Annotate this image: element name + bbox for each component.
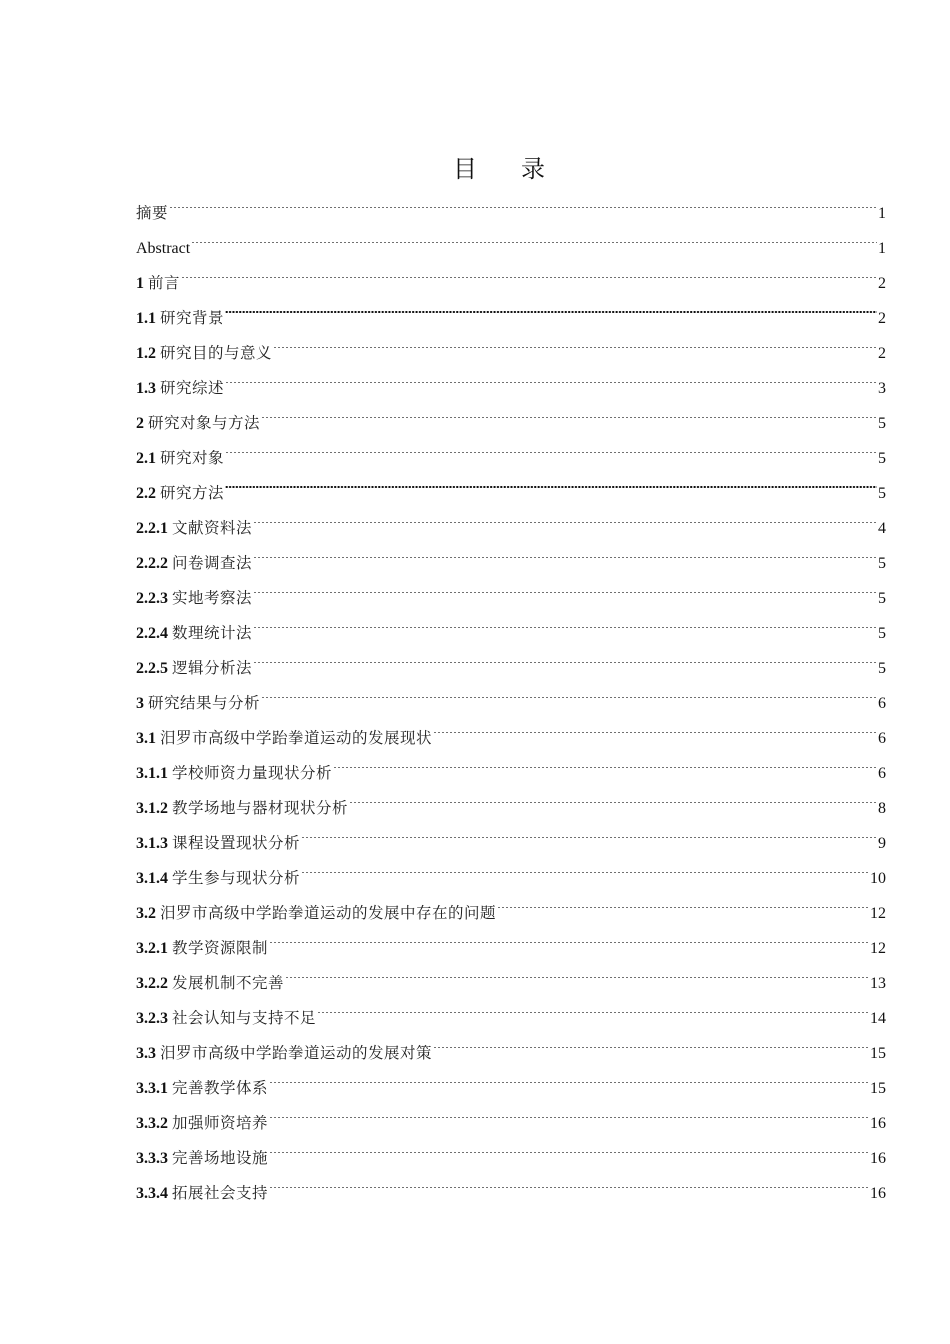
toc-dot-leader bbox=[191, 218, 877, 253]
toc-dot-leader bbox=[333, 743, 877, 778]
toc-dot-leader bbox=[225, 288, 877, 323]
toc-entry-page-number: 15 bbox=[870, 1080, 886, 1097]
toc-entry-number: 3.1.2 bbox=[136, 800, 168, 817]
toc-entry-number: 3.2.1 bbox=[136, 940, 168, 957]
toc-dot-leader bbox=[253, 533, 877, 568]
toc-entry-page-number: 12 bbox=[870, 905, 886, 922]
toc-entry-title: 完善场地设施 bbox=[172, 1149, 269, 1167]
toc-entry-number: 3.2 bbox=[136, 905, 156, 922]
toc-entry-title: 逻辑分析法 bbox=[172, 659, 253, 677]
toc-dot-leader bbox=[285, 953, 869, 988]
toc-dot-leader bbox=[269, 918, 869, 953]
toc-entry-number: 3.1.4 bbox=[136, 870, 168, 887]
toc-entry-number: 3.2.2 bbox=[136, 975, 168, 992]
toc-entry-page-number: 15 bbox=[870, 1045, 886, 1062]
toc-entry-page-number: 16 bbox=[870, 1185, 886, 1202]
toc-entry-number: 3.3 bbox=[136, 1045, 156, 1062]
toc-entry-page-number: 8 bbox=[878, 800, 886, 817]
toc-dot-leader bbox=[301, 848, 869, 883]
toc-entry-number: 3.1.1 bbox=[136, 765, 168, 782]
toc-title bbox=[0, 153, 950, 185]
toc-dot-leader bbox=[169, 183, 877, 218]
toc-entry-number: 1 bbox=[136, 275, 144, 292]
toc-dot-leader bbox=[253, 568, 877, 603]
toc-entry[interactable] bbox=[136, 463, 886, 502]
toc-entry-title: Abstract bbox=[136, 240, 191, 257]
toc-entry[interactable] bbox=[136, 358, 886, 397]
toc-dot-leader bbox=[433, 708, 877, 743]
toc-entry-page-number: 1 bbox=[878, 240, 886, 257]
toc-entry-number: 2.2.2 bbox=[136, 555, 168, 572]
toc-dot-leader bbox=[269, 1128, 869, 1163]
toc-dot-leader bbox=[261, 393, 877, 428]
toc-dot-leader bbox=[225, 428, 877, 463]
toc-entry-title: 课程设置现状分析 bbox=[172, 834, 301, 852]
toc-entry-page-number: 5 bbox=[878, 625, 886, 642]
toc-entry-number: 2.1 bbox=[136, 450, 156, 467]
toc-entry-number: 3.3.1 bbox=[136, 1080, 168, 1097]
toc-entry-page-number: 2 bbox=[878, 345, 886, 362]
toc-entry[interactable] bbox=[136, 428, 886, 467]
toc-entry-title: 前言 bbox=[148, 274, 181, 292]
toc-dot-leader bbox=[497, 883, 869, 918]
toc-dot-leader bbox=[253, 638, 877, 673]
toc-entry-page-number: 14 bbox=[870, 1010, 886, 1027]
toc-entry-number: 3.2.3 bbox=[136, 1010, 168, 1027]
toc-dot-leader bbox=[253, 498, 877, 533]
toc-entry-title: 学生参与现状分析 bbox=[172, 869, 301, 887]
toc-entry-page-number: 5 bbox=[878, 450, 886, 467]
toc-entry-title: 加强师资培养 bbox=[172, 1114, 269, 1132]
toc-entry-title: 问卷调查法 bbox=[172, 554, 253, 572]
toc-entry-number: 2.2.4 bbox=[136, 625, 168, 642]
toc-entry-title: 研究背景 bbox=[160, 309, 225, 327]
toc-entry-title: 研究结果与分析 bbox=[148, 694, 261, 712]
toc-entry-title: 完善教学体系 bbox=[172, 1079, 269, 1097]
toc-entry-page-number: 16 bbox=[870, 1150, 886, 1167]
toc-entry-number: 3 bbox=[136, 695, 144, 712]
toc-entry-number: 3.3.3 bbox=[136, 1150, 168, 1167]
toc-entry-title: 汨罗市高级中学跆拳道运动的发展对策 bbox=[160, 1044, 433, 1062]
toc-entry-page-number: 6 bbox=[878, 765, 886, 782]
toc-entry[interactable] bbox=[136, 393, 886, 432]
toc-dot-leader bbox=[269, 1058, 869, 1093]
toc-entry-number: 3.3.2 bbox=[136, 1115, 168, 1132]
toc-entry-title: 研究综述 bbox=[160, 379, 225, 397]
toc-entry-page-number: 4 bbox=[878, 520, 886, 537]
toc-entry-title: 数理统计法 bbox=[172, 624, 253, 642]
toc-title-char-2: 录 bbox=[521, 155, 545, 183]
toc-dot-leader bbox=[181, 253, 877, 288]
toc-entry-number: 1.2 bbox=[136, 345, 156, 362]
table-of-contents bbox=[136, 183, 886, 1202]
toc-entry-title: 教学资源限制 bbox=[172, 939, 269, 957]
toc-entry-title: 文献资料法 bbox=[172, 519, 253, 537]
toc-entry-title: 摘要 bbox=[136, 204, 169, 222]
toc-entry-page-number: 10 bbox=[870, 870, 886, 887]
toc-dot-leader bbox=[225, 358, 877, 393]
toc-entry-number: 2.2.1 bbox=[136, 520, 168, 537]
toc-entry-title: 学校师资力量现状分析 bbox=[172, 764, 333, 782]
toc-entry-page-number: 9 bbox=[878, 835, 886, 852]
toc-entry-page-number: 5 bbox=[878, 660, 886, 677]
toc-entry-page-number: 5 bbox=[878, 415, 886, 432]
toc-dot-leader bbox=[433, 1023, 869, 1058]
toc-dot-leader bbox=[317, 988, 869, 1023]
toc-dot-leader bbox=[301, 813, 877, 848]
toc-entry-title: 社会认知与支持不足 bbox=[172, 1009, 317, 1027]
toc-entry-title: 研究对象与方法 bbox=[148, 414, 261, 432]
toc-entry[interactable] bbox=[136, 288, 886, 327]
toc-entry-page-number: 5 bbox=[878, 485, 886, 502]
toc-entry-title: 研究对象 bbox=[160, 449, 225, 467]
toc-entry-title: 研究目的与意义 bbox=[160, 344, 273, 362]
toc-title-char-1: 目 bbox=[453, 155, 477, 183]
toc-entry-number: 2.2.5 bbox=[136, 660, 168, 677]
toc-entry-page-number: 5 bbox=[878, 590, 886, 607]
toc-entry[interactable] bbox=[136, 323, 886, 362]
toc-entry-number: 3.1 bbox=[136, 730, 156, 747]
toc-entry-page-number: 5 bbox=[878, 555, 886, 572]
toc-entry[interactable] bbox=[136, 183, 886, 222]
toc-entry-page-number: 6 bbox=[878, 730, 886, 747]
toc-dot-leader bbox=[269, 1093, 869, 1128]
toc-entry-title: 汨罗市高级中学跆拳道运动的发展中存在的问题 bbox=[160, 904, 497, 922]
toc-entry-title: 研究方法 bbox=[160, 484, 225, 502]
toc-entry-page-number: 3 bbox=[878, 380, 886, 397]
toc-entry-title: 汨罗市高级中学跆拳道运动的发展现状 bbox=[160, 729, 433, 747]
toc-entry[interactable] bbox=[136, 498, 886, 537]
toc-dot-leader bbox=[261, 673, 877, 708]
toc-dot-leader bbox=[273, 323, 877, 358]
toc-entry-number: 1.1 bbox=[136, 310, 156, 327]
toc-entry-title: 实地考察法 bbox=[172, 589, 253, 607]
toc-entry-number: 1.3 bbox=[136, 380, 156, 397]
toc-entry-page-number: 1 bbox=[878, 205, 886, 222]
toc-dot-leader bbox=[253, 603, 877, 638]
toc-entry-title: 教学场地与器材现状分析 bbox=[172, 799, 349, 817]
toc-entry-page-number: 13 bbox=[870, 975, 886, 992]
toc-entry-number: 3.1.3 bbox=[136, 835, 168, 852]
toc-entry-title: 发展机制不完善 bbox=[172, 974, 285, 992]
toc-entry[interactable] bbox=[136, 218, 886, 257]
toc-entry-number: 2.2 bbox=[136, 485, 156, 502]
toc-entry-page-number: 16 bbox=[870, 1115, 886, 1132]
toc-entry-page-number: 12 bbox=[870, 940, 886, 957]
toc-entry-page-number: 2 bbox=[878, 310, 886, 327]
toc-entry-page-number: 2 bbox=[878, 275, 886, 292]
toc-entry-number: 3.3.4 bbox=[136, 1185, 168, 1202]
toc-dot-leader bbox=[269, 1163, 869, 1198]
toc-dot-leader bbox=[225, 463, 877, 498]
toc-entry-number: 2 bbox=[136, 415, 144, 432]
toc-entry-number: 2.2.3 bbox=[136, 590, 168, 607]
toc-entry-title: 拓展社会支持 bbox=[172, 1184, 269, 1202]
toc-dot-leader bbox=[349, 778, 877, 813]
toc-entry[interactable] bbox=[136, 253, 886, 292]
toc-entry-page-number: 6 bbox=[878, 695, 886, 712]
